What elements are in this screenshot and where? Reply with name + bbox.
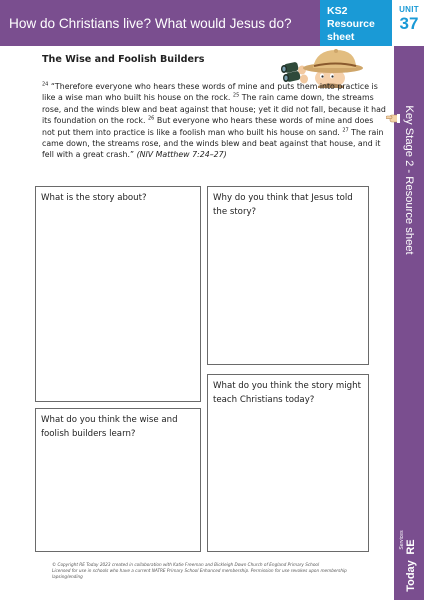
ks-label: KS2: [327, 5, 348, 17]
verse-number: 25: [232, 92, 240, 99]
scripture-passage: [42, 81, 388, 161]
sheet-label: sheet: [327, 31, 355, 43]
unit-badge: [394, 0, 424, 46]
question-label: Why do you think that Jesus told the story?: [213, 193, 353, 217]
pointing-hand-icon: [386, 112, 400, 124]
verse-number: 24: [42, 81, 49, 88]
header-title-bar: [0, 0, 320, 46]
verse-text: The rain came down, the streams rose, and the winds blew and beat against that house; yet it did not fall, because it had its foundation on the rock.: [42, 93, 386, 126]
unit-number: 37: [399, 14, 419, 33]
answer-box-builders-learn[interactable]: [35, 408, 201, 552]
question-label: What do you think the wise and foolish builders learn?: [41, 415, 178, 439]
page-title: How do Christians live? What would Jesus do?: [9, 15, 292, 31]
logo-today-text: Today: [405, 560, 417, 592]
verse-text: But everyone who hears these words of mine and does not put them into practice is like a foolish man who built his house on sand.: [42, 116, 374, 137]
answer-box-why-jesus-told[interactable]: [207, 186, 369, 365]
verse-text: The rain came down, the streams rose, and the winds blew and beat against that house, and it fell with a great crash.”: [42, 127, 384, 160]
logo-re-text: RE: [405, 539, 417, 555]
resource-label: Resource: [327, 18, 375, 30]
copyright-line: © Copyright RE Today 2023 created in collaboration with Katie Freeman and Bickleigh Down Church of England Primary School: [52, 562, 320, 567]
unit-label: UNIT: [399, 5, 419, 14]
bible-reference: (NIV Matthew 7:24–27): [136, 150, 227, 160]
question-label: What is the story about?: [41, 193, 147, 203]
key-stage-badge: [320, 0, 392, 46]
copyright-notice: [52, 562, 372, 580]
logo-services-text: Services: [399, 530, 405, 550]
side-bar-text: Key Stage 2 - Resource sheet: [403, 105, 415, 255]
verse-number: 27: [342, 127, 349, 134]
answer-box-story-about[interactable]: [35, 186, 201, 402]
licence-line: Licensed for use in schools who have a current NATRE Primary School Enhanced membership. Permission for use revokes upon membership lapsing/ending: [52, 568, 347, 579]
answer-box-teach-christians[interactable]: [207, 374, 369, 552]
sheet-title: The Wise and Foolish Builders: [42, 54, 205, 65]
question-label: What do you think the story might teach Christians today?: [213, 381, 361, 405]
verse-number: 26: [147, 115, 155, 122]
verse-text: “Therefore everyone who hears these words of mine and puts them into practice is like a wise man who built his house on the rock.: [42, 82, 378, 103]
